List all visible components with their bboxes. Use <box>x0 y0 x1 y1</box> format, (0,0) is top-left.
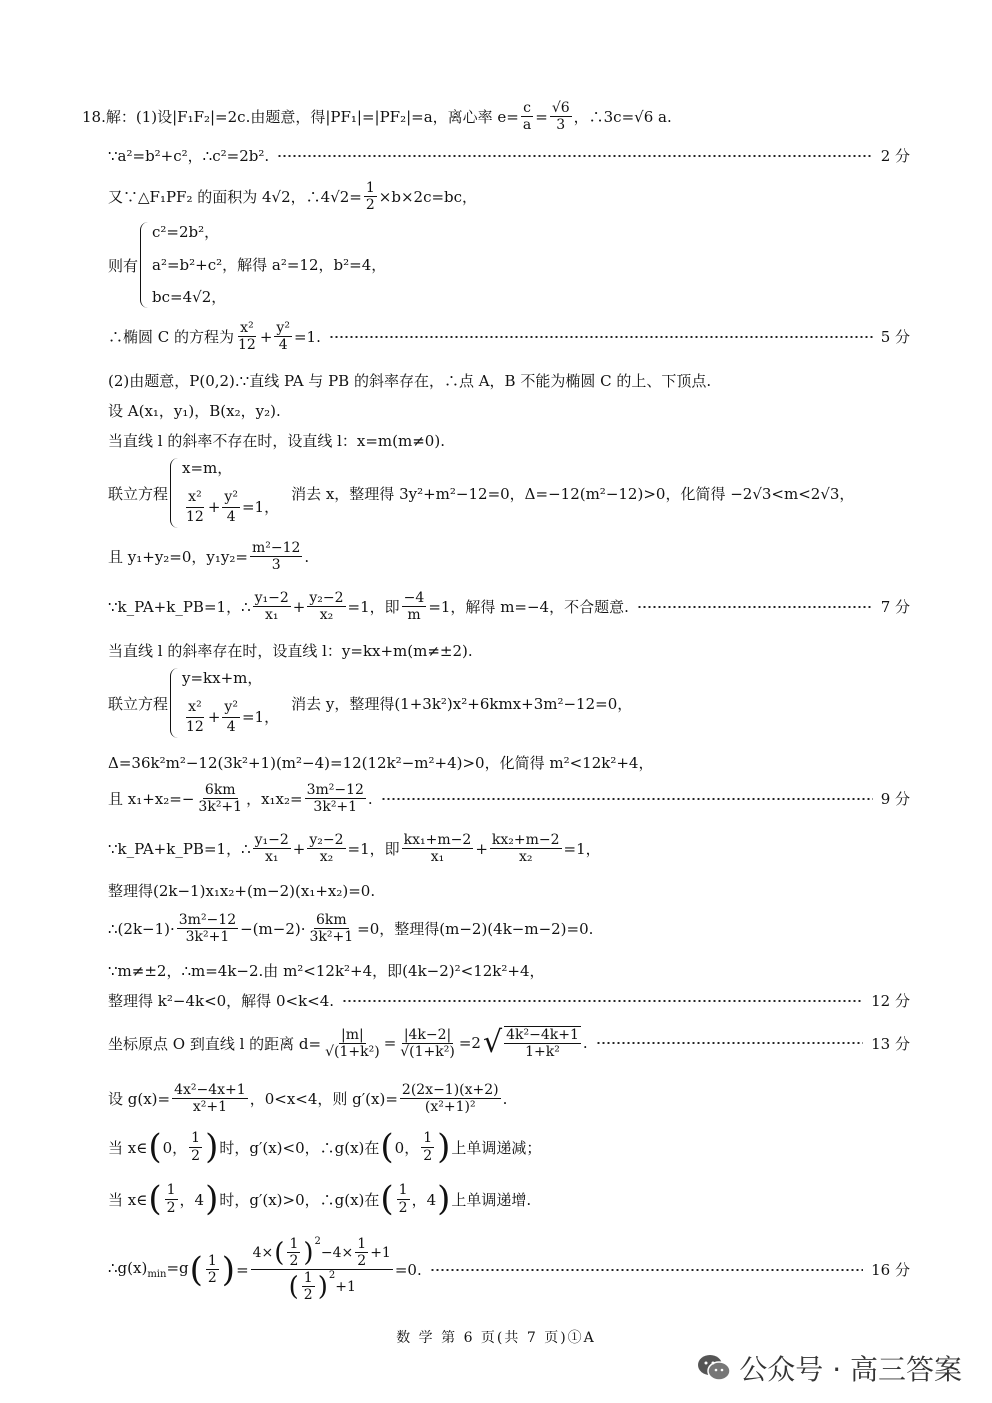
line-10 <box>108 540 910 573</box>
l10-after: . <box>304 547 310 566</box>
line-1 <box>82 100 910 133</box>
line-22: 设 g(x)= $\frac{\text{4x²−4x+1}}{\text{x²+1}}$ ，0<x<4，则 g′(x)= $\frac{2(2x-1)(x+2)}{\text{(x²+1)²}}$ . <box>108 1082 508 1116</box>
l5-after: =1. <box>293 327 321 346</box>
score-9: 9 分 <box>880 790 910 809</box>
line-17 <box>108 880 910 901</box>
l6-text: (2)由题意，P(0,2).∵直线 PA 与 PB 的斜率存在，∴点 A，B 不能为椭圆 C 的上、下顶点. <box>108 372 712 390</box>
wechat-icon <box>697 1353 731 1383</box>
l10-frac: $\frac{\text{m²−12}}{3}$ <box>251 540 301 574</box>
line-9 <box>108 458 910 528</box>
left-paren-icon: ( <box>189 1249 203 1290</box>
l9-row-2: $\frac{\text{x²}}{12}$ + $\frac{\text{y²}}{4}$ =1， <box>186 488 280 526</box>
l13-pre: 联立方程 <box>108 694 169 713</box>
watermark <box>697 1348 962 1388</box>
l13-after: 消去 y，整理得(1+3k²)x²+6kmx+3m²−12=0， <box>291 694 633 713</box>
l13-row-2: $\frac{\text{x²}}{12}$ + $\frac{\text{y²}}{4}$ =1， <box>186 698 280 736</box>
line-11: ∵k_PA+k_PB=1，∴ $\frac{\text{y₁−2}}{\text{x₁}}$ + $\frac{\text{y₂−2}}{\text{x₂}}$ =1，即 $\frac{-4}{m}$ =1，解得 m=−4，不合题意. 7 分 <box>108 590 910 624</box>
left-paren-icon: ( <box>380 1127 394 1167</box>
l1-frac-c-a: $\frac{c}{a}$ <box>522 100 532 134</box>
l1-eq: = <box>535 107 548 126</box>
l9-row-1: x=m， <box>182 459 233 477</box>
brace-icon <box>140 222 148 308</box>
line-7 <box>108 400 910 421</box>
dot-leader <box>329 336 873 338</box>
line-13 <box>108 668 910 738</box>
l4-row-2: a²=b²+c²，解得 a²=12，b²=4， <box>152 255 387 274</box>
score-2: 2 分 <box>880 147 910 165</box>
l23-text: 当 x∈ <box>108 1138 148 1157</box>
l5-frac-y2-4: $\frac{\text{y²}}{4}$ <box>276 320 290 354</box>
l4-row-3: bc=4√2， <box>152 288 227 306</box>
l12-text: 当直线 l 的斜率存在时，设直线 l：y=kx+m(m≠±2). <box>108 642 473 660</box>
page-footer: 数 学 第 6 页(共 7 页)①A <box>396 1330 596 1346</box>
dot-leader <box>596 1042 864 1044</box>
dot-leader <box>637 606 873 608</box>
right-paren-icon: ) <box>437 1179 451 1219</box>
line-25: $\therefore g(x)_{min}=g$ ( $\frac{1}{2}$ ) = 4× ( $\frac{1}{2}$ ) $^2$ −4× $\frac{1}{2}$ +1 ( $\frac{1}{2}$ ) $^2$ +1 =0. 16 分 <box>108 1236 910 1304</box>
l7-text: 设 A(x₁，y₁)，B(x₂，y₂). <box>108 402 281 420</box>
l1-frac-sqrt6-3: $\frac{√6}{3}$ <box>551 100 570 134</box>
l3-text: 又∵△F₁PF₂ 的面积为 4√2，∴4√2= <box>108 188 362 207</box>
l21-text: 坐标原点 O 到直线 l 的距离 d= <box>108 1034 322 1053</box>
right-paren-icon: ) <box>205 1179 219 1219</box>
l5-frac-x2-12: $\frac{\text{x²}}{12}$ <box>238 320 256 354</box>
l3-frac-half: $\frac{1}{2}$ <box>365 180 375 214</box>
line-3 <box>108 180 910 213</box>
line-5 <box>108 320 910 353</box>
line-19 <box>108 960 910 981</box>
l22-text: 设 g(x)= <box>108 1090 171 1109</box>
dot-leader <box>277 155 873 157</box>
l9-pre: 联立方程 <box>108 484 169 503</box>
right-paren-icon: ) <box>437 1127 451 1167</box>
dot-leader <box>430 1269 863 1271</box>
line-15: 且 x₁+x₂=− $\frac{6km}{\text{3k²+1}}$ ，x₁x₂= $\frac{\text{3m²−12}}{\text{3k²+1}}$ . 9 分 <box>108 782 910 816</box>
l10-text: 且 y₁+y₂=0，y₁y₂= <box>108 548 248 567</box>
l2-text: ∵a²=b²+c²，∴c²=2b². <box>108 147 270 165</box>
sqrt-icon: √ <box>482 1025 503 1061</box>
score-16: 16 分 <box>871 1261 910 1280</box>
l16-text: ∵k_PA+k_PB=1，∴ <box>108 840 251 859</box>
brace-icon <box>170 458 178 528</box>
line-6 <box>108 370 910 391</box>
l25-big-frac: 4× ( $\frac{1}{2}$ ) $^2$ −4× $\frac{1}{2}$ +1 ( $\frac{1}{2}$ ) $^2$ +1 <box>252 1236 391 1304</box>
line-23: 当 x∈ ( 0， $\frac{1}{2}$ ) 时，g′(x)<0，∴g(x)在 ( 0， $\frac{1}{2}$ ) 上单调递减； <box>108 1127 542 1167</box>
score-5: 5 分 <box>880 328 910 347</box>
line-21: 坐标原点 O 到直线 l 的距离 d= $\frac{|m|}{\text{√(1+k²)}}$ = $\frac{|4k-2|}{\text{√(1+k²)}}$ =2 √ $\frac{\text{4k²−4k+1}}{\text{1+k²}}$ . 13 分 <box>108 1025 910 1061</box>
l25-text: $\therefore g(x)_{min}=g$ <box>108 1259 189 1281</box>
line-4 <box>108 222 910 308</box>
l13-system <box>170 668 279 738</box>
left-paren-icon: ( <box>148 1179 162 1219</box>
l9-system <box>170 458 279 528</box>
line-16: ∵k_PA+k_PB=1，∴ $\frac{\text{y₁−2}}{\text{x₁}}$ + $\frac{\text{y₂−2}}{\text{x₂}}$ =1，即 $\frac{\text{kx₁+m−2}}{\text{x₁}}$ + $\frac{\text{kx₂+m−2}}{\text{x₂}}$ =1， <box>108 832 601 866</box>
left-paren-icon: ( <box>148 1127 162 1167</box>
l11-text: ∵k_PA+k_PB=1，∴ <box>108 598 251 617</box>
l24-text: 当 x∈ <box>108 1190 148 1209</box>
l8-text: 当直线 l 的斜率不存在时，设直线 l：x=m(m≠0). <box>108 432 445 450</box>
line-12 <box>108 640 910 661</box>
l19-text: ∵m≠±2，∴m=4k−2.由 m²<12k²+4，即(4k−2)²<12k²+4， <box>108 962 545 980</box>
l1-after: ，∴3c=√6 a. <box>573 108 672 127</box>
brace-icon <box>170 668 178 738</box>
line-20 <box>108 990 910 1011</box>
score-13: 13 分 <box>871 1034 910 1053</box>
right-paren-icon: ) <box>221 1249 236 1290</box>
l3-after: ×b×2c=bc， <box>378 188 478 207</box>
l20-text: 整理得 k²−4k<0，解得 0<k<4. <box>108 992 335 1010</box>
score-7: 7 分 <box>880 598 910 617</box>
l1-text: 18.解：(1)设|F₁F₂|=2c.由题意，得|PF₁|=|PF₂|=a，离心率 e= <box>82 108 519 127</box>
l13-row-1: y=kx+m， <box>182 669 263 687</box>
line-24: 当 x∈ ( $\frac{1}{2}$ ，4 ) 时，g′(x)>0，∴g(x)在 ( $\frac{1}{2}$ ，4 ) 上单调递增. <box>108 1179 532 1219</box>
l18-text: ∴(2k−1)· <box>108 919 175 938</box>
dot-leader <box>381 798 873 800</box>
l4-pre: 则有 <box>108 256 139 275</box>
l15-text: 且 x₁+x₂=− <box>108 790 195 809</box>
l4-system <box>140 222 386 308</box>
dot-leader <box>342 1000 863 1002</box>
line-14 <box>108 752 910 773</box>
line-2 <box>108 145 910 166</box>
line-8 <box>108 430 910 451</box>
l5-plus: + <box>259 327 273 346</box>
line-18: ∴(2k−1)· $\frac{\text{3m²−12}}{\text{3k²+1}}$ −(m−2)· $\frac{6km}{\text{3k²+1}}$ =0，整理得(m−2)(4k−m−2)=0. <box>108 912 594 946</box>
l4-row-1: c²=2b²， <box>152 223 220 241</box>
left-paren-icon: ( <box>380 1179 394 1219</box>
right-paren-icon: ) <box>205 1127 219 1167</box>
score-12: 12 分 <box>871 992 910 1010</box>
l17-text: 整理得(2k−1)x₁x₂+(m−2)(x₁+x₂)=0. <box>108 882 376 900</box>
l5-text: ∴椭圆 C 的方程为 <box>108 328 235 347</box>
watermark-text: 公众号 · 高三答案 <box>739 1353 962 1386</box>
l14-text: Δ=36k²m²−12(3k²+1)(m²−4)=12(12k²−m²+4)>0，化简得 m²<12k²+4， <box>108 754 654 772</box>
l9-after: 消去 x，整理得 3y²+m²−12=0，Δ=−12(m²−12)>0，化简得 −2√3<m<2√3， <box>291 484 855 503</box>
